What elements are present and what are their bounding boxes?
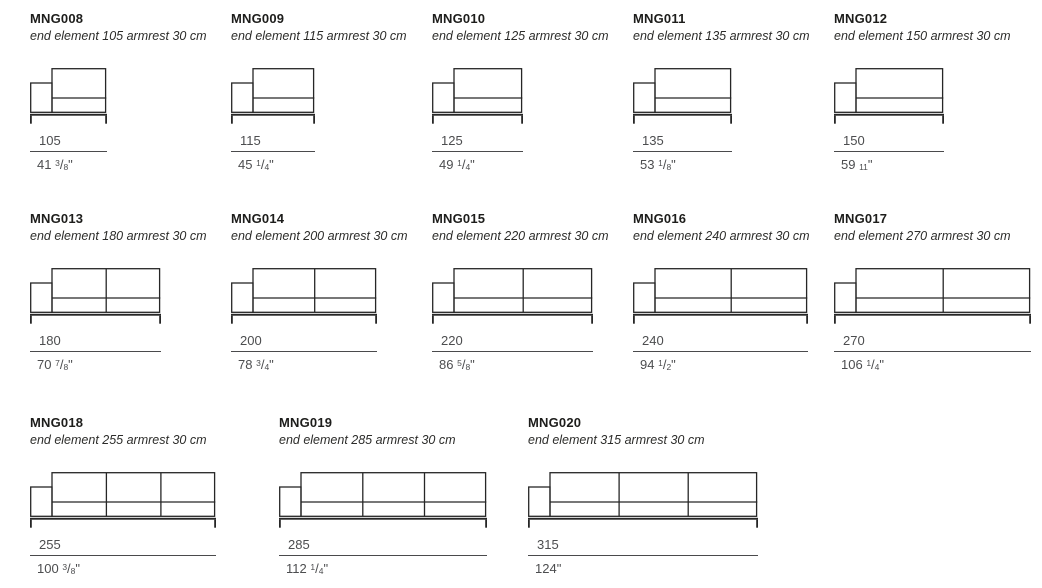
width-inches-label: 106 $^1/_4$": [841, 357, 885, 372]
product-code: MNG017: [834, 211, 888, 226]
product-code: MNG016: [633, 211, 687, 226]
width-cm-label: 125: [441, 133, 463, 148]
sofa-end-element-drawing: [231, 268, 432, 326]
product-description: end element 240 armrest 30 cm: [633, 229, 810, 243]
product-card: [432, 212, 633, 372]
dimension-rule: [633, 151, 732, 152]
product-code: MNG014: [231, 211, 285, 226]
dimension-rule: [231, 351, 377, 352]
dimension-rule: [30, 555, 216, 556]
width-cm-label: 200: [240, 333, 262, 348]
sofa-drawing-svg: [834, 68, 944, 125]
sofa-drawing-svg: [30, 68, 107, 125]
dimension-rule: [528, 555, 758, 556]
sofa-end-element-drawing: [30, 268, 231, 326]
width-cm-label: 240: [642, 333, 664, 348]
dimension-rule: [432, 151, 523, 152]
product-code: MNG019: [279, 415, 333, 430]
product-code: MNG018: [30, 415, 84, 430]
sofa-drawing-svg: [432, 68, 523, 125]
product-code: MNG011: [633, 11, 686, 26]
product-code: MNG009: [231, 11, 285, 26]
product-code: MNG010: [432, 11, 486, 26]
sofa-drawing-svg: [231, 68, 315, 125]
product-code: MNG012: [834, 11, 888, 26]
sofa-drawing-svg: [231, 268, 377, 325]
product-description: end element 285 armrest 30 cm: [279, 433, 456, 447]
sofa-end-element-drawing: [279, 472, 528, 530]
dimension-rule: [279, 555, 487, 556]
product-code: MNG008: [30, 11, 84, 26]
product-description: end element 105 armrest 30 cm: [30, 29, 207, 43]
product-card: [30, 416, 279, 576]
width-inches-label: 59 $_{11}$": [841, 157, 873, 172]
width-cm-label: 105: [39, 133, 61, 148]
width-cm-label: 150: [843, 133, 865, 148]
dimension-rule: [834, 351, 1031, 352]
dimension-rule: [432, 351, 593, 352]
product-card: [30, 12, 231, 172]
product-card: [231, 12, 432, 172]
width-inches-label: 53 $^1/_8$": [640, 157, 676, 172]
sofa-end-element-drawing: [30, 68, 231, 126]
width-cm-label: 180: [39, 333, 61, 348]
dimension-rule: [30, 351, 161, 352]
product-description: end element 150 armrest 30 cm: [834, 29, 1011, 43]
sofa-end-element-drawing: [30, 472, 279, 530]
sofa-end-element-drawing: [432, 268, 633, 326]
width-cm-label: 270: [843, 333, 865, 348]
product-card: [432, 12, 633, 172]
sofa-drawing-svg: [633, 268, 808, 325]
sofa-end-element-drawing: [834, 268, 1035, 326]
product-card: [30, 212, 231, 372]
width-inches-label: 45 $^1/_4$": [238, 157, 274, 172]
catalog-row: [30, 416, 777, 576]
width-cm-label: 255: [39, 537, 61, 552]
catalog-row: [30, 12, 1035, 172]
width-inches-label: 49 $^1/_4$": [439, 157, 475, 172]
width-cm-label: 115: [240, 133, 261, 148]
width-inches-label: 124": [535, 561, 562, 576]
product-card: [834, 12, 1035, 172]
width-cm-label: 315: [537, 537, 559, 552]
product-card: [633, 212, 834, 372]
dimension-rule: [30, 151, 107, 152]
sofa-end-element-drawing: [633, 68, 834, 126]
sofa-drawing-svg: [528, 472, 758, 529]
sofa-drawing-svg: [834, 268, 1031, 325]
product-code: MNG015: [432, 211, 486, 226]
sofa-end-element-drawing: [834, 68, 1035, 126]
width-inches-label: 86 $^5/_8$": [439, 357, 475, 372]
product-description: end element 270 armrest 30 cm: [834, 229, 1011, 243]
product-description: end element 255 armrest 30 cm: [30, 433, 207, 447]
sofa-end-element-drawing: [231, 68, 432, 126]
dimension-rule: [633, 351, 808, 352]
product-description: end element 125 armrest 30 cm: [432, 29, 609, 43]
width-inches-label: 78 $^3/_4$": [238, 357, 274, 372]
width-inches-label: 112 $^1/_4$": [286, 561, 329, 576]
product-description: end element 115 armrest 30 cm: [231, 29, 407, 43]
product-card: [528, 416, 777, 576]
product-description: end element 315 armrest 30 cm: [528, 433, 705, 447]
dimension-rule: [834, 151, 944, 152]
width-cm-label: 285: [288, 537, 310, 552]
sofa-end-element-drawing: [633, 268, 834, 326]
width-inches-label: 94 $^1/_2$": [640, 357, 676, 372]
width-inches-label: 70 $^7/_8$": [37, 357, 73, 372]
product-description: end element 180 armrest 30 cm: [30, 229, 207, 243]
width-cm-label: 135: [642, 133, 664, 148]
product-description: end element 135 armrest 30 cm: [633, 29, 810, 43]
product-card: [279, 416, 528, 576]
product-description: end element 200 armrest 30 cm: [231, 229, 408, 243]
sofa-drawing-svg: [633, 68, 732, 125]
width-inches-label: 41 $^3/_8$": [37, 157, 73, 172]
width-inches-label: 100 $^3/_8$": [37, 561, 81, 576]
dimension-rule: [231, 151, 315, 152]
sofa-drawing-svg: [432, 268, 593, 325]
width-cm-label: 220: [441, 333, 463, 348]
product-card: [231, 212, 432, 372]
sofa-drawing-svg: [30, 472, 216, 529]
product-code: MNG013: [30, 211, 84, 226]
sofa-drawing-svg: [279, 472, 487, 529]
product-card: [834, 212, 1035, 372]
product-code: MNG020: [528, 415, 582, 430]
sofa-drawing-svg: [30, 268, 161, 325]
sofa-end-element-drawing: [432, 68, 633, 126]
sofa-end-element-drawing: [528, 472, 777, 530]
catalog-row: [30, 212, 1035, 372]
product-description: end element 220 armrest 30 cm: [432, 229, 609, 243]
product-card: [633, 12, 834, 172]
